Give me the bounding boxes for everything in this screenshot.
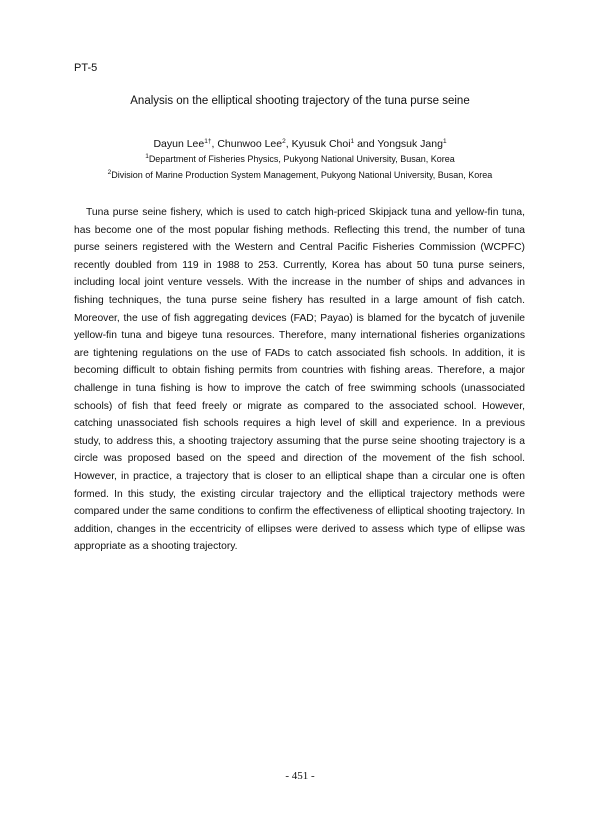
author-separator: and bbox=[354, 138, 378, 150]
author-separator: , bbox=[211, 138, 218, 150]
abstract-paragraph: Tuna purse seine fishery, which is used to catch high-priced Skipjack tuna and yellow-fin tuna, has become one of the most popular fishing methods. Reflecting this trend, the number of tuna purse seiners registered with the Western and Central Pacific Fisheries Commission (WCPFC) recently doubled from 119 in 1988 to 253. Currently, Korea has about 50 tuna purse seiners, including local joint venture vessels. With the increase in the number of ships and advances in fishing techniques, the tuna purse seine fishery has resulted in a large amount of fish catch. Moreover, the use of fish aggregating devices (FAD; Payao) is blamed for the bycatch of juvenile yellow-fin tuna and bigeye tuna resources. Therefore, many international fisheries organizations are tightening regulations on the use of FADs to catch associated fish schools. In addition, it is becoming difficult to obtain fishing permits from countries with fishing areas. Therefore, a major challenge in tuna fishing is how to improve the catch of free swimming schools (unassociated schools) of fish that feed freely or migrate as compared to the associated school. However, catching unassociated fish schools requires a high level of skill and experience. In a previous study, to address this, a shooting trajectory assuming that the purse seine shooting trajectory is a circle was proposed based on the speed and direction of the movement of the fish school. However, in practice, a trajectory that is closer to an elliptical shape than a circular one is often formed. In this study, the existing circular trajectory and the elliptical trajectory methods were compared under the same conditions to confirm the effectiveness of elliptical shooting trajectory. In addition, changes in the eccentricity of ellipses were derived to assess which type of ellipse was appropriate as a shooting trajectory. bbox=[74, 207, 525, 553]
affiliation-superscript: 1 bbox=[145, 153, 149, 160]
affiliation-superscript: 2 bbox=[107, 169, 112, 176]
session-code: PT-5 bbox=[74, 62, 98, 74]
author-name: Chunwoo Lee bbox=[217, 138, 283, 150]
author-name: Yongsuk Jang bbox=[377, 138, 443, 150]
author-name: Dayun Lee bbox=[153, 138, 205, 150]
author-list bbox=[0, 138, 600, 150]
author-superscript: 1 bbox=[350, 138, 355, 145]
author-superscript: 2 bbox=[282, 138, 286, 145]
paper-title: Analysis on the elliptical shooting trajectory of the tuna purse seine bbox=[130, 95, 470, 107]
author-name: Kyusuk Choi bbox=[291, 138, 351, 150]
affiliation-text: Department of Fisheries Physics, Pukyong National University, Busan, Korea bbox=[148, 154, 455, 164]
author-separator: , bbox=[285, 138, 292, 150]
affiliation-2 bbox=[0, 170, 600, 180]
author-superscript: 1† bbox=[204, 138, 212, 145]
affiliation-1 bbox=[0, 154, 600, 164]
author-superscript: 1 bbox=[442, 138, 447, 145]
affiliation-text: Division of Marine Production System Management, Pukyong National University, Busan, Korea bbox=[111, 170, 493, 180]
page-number: - 451 - bbox=[285, 770, 315, 782]
